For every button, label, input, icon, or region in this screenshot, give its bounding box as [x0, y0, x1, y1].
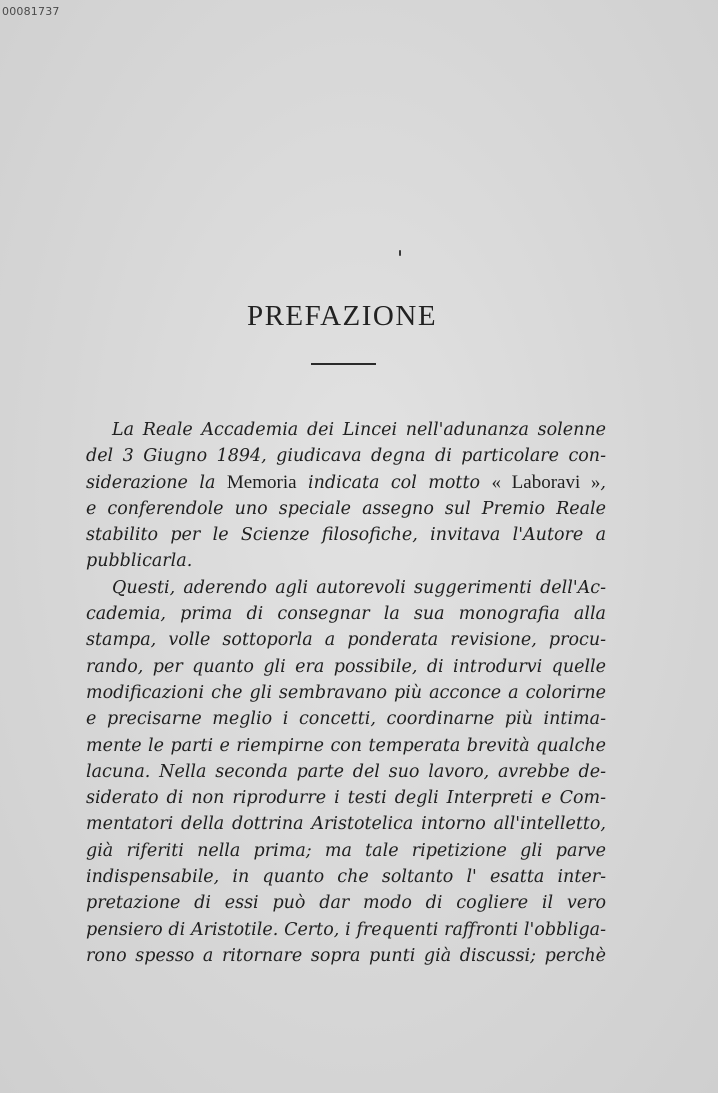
text-segment: ,	[600, 472, 606, 493]
text-line: La Reale Accademia dei Lincei nell'adunanza solenne	[112, 420, 606, 440]
text-line: indispensabile, in quanto che soltanto l' esatta inter-	[86, 867, 606, 888]
text-line: mentatori della dottrina Aristotelica intorno all'intelletto,	[86, 814, 606, 835]
text-line: siderato di non riprodurre i testi degli Interpreti e Com-	[86, 788, 606, 809]
text-line: cademia, prima di consegnar la sua monografia alla	[86, 604, 606, 625]
text-line: rando, per quanto gli era possibile, di introdurvi quelle	[86, 656, 606, 677]
text-line: rono spesso a ritornare sopra punti già discussi; perchè	[86, 945, 606, 966]
text-line: e precisarne meglio i concetti, coordinarne più intima-	[86, 709, 606, 730]
text-line: modificazioni che gli sembravano più acconce a colorirne	[86, 682, 606, 703]
scan-id-label: 00081737	[2, 5, 60, 18]
ink-speck	[399, 250, 401, 256]
text-segment: indicata col motto	[296, 472, 492, 493]
title-rule	[311, 363, 376, 365]
page-title: PREFAZIONE	[246, 300, 438, 332]
text-line: pretazione di essi può dar modo di cogliere il vero	[86, 893, 606, 914]
text-segment: siderazione la	[86, 472, 227, 493]
motto-quote: « Laboravi »	[491, 471, 601, 493]
memoria-word: Memoria	[226, 471, 297, 493]
text-line: stabilito per le Scienze filosofiche, invitava l'Autore a	[86, 525, 606, 546]
text-line: mente le parti e riempirne con temperata brevità qualche	[86, 735, 606, 756]
text-line: pensiero di Aristotile. Certo, i frequenti raffronti l'obbliga-	[86, 919, 606, 940]
text-line: pubblicarla.	[86, 551, 193, 572]
preface-body	[86, 417, 606, 969]
text-line: del 3 Giugno 1894, giudicava degna di particolare con-	[86, 446, 606, 467]
text-line: stampa, volle sottoporla a ponderata revisione, procu-	[86, 630, 606, 651]
text-line	[86, 470, 606, 496]
text-line: lacuna. Nella seconda parte del suo lavoro, avrebbe de-	[86, 761, 606, 782]
text-line: e conferendole uno speciale assegno sul Premio Reale	[86, 498, 606, 519]
text-line: Questi, aderendo agli autorevoli suggerimenti dell'Ac-	[112, 577, 606, 598]
text-line: già riferiti nella prima; ma tale ripetizione gli parve	[86, 840, 606, 861]
